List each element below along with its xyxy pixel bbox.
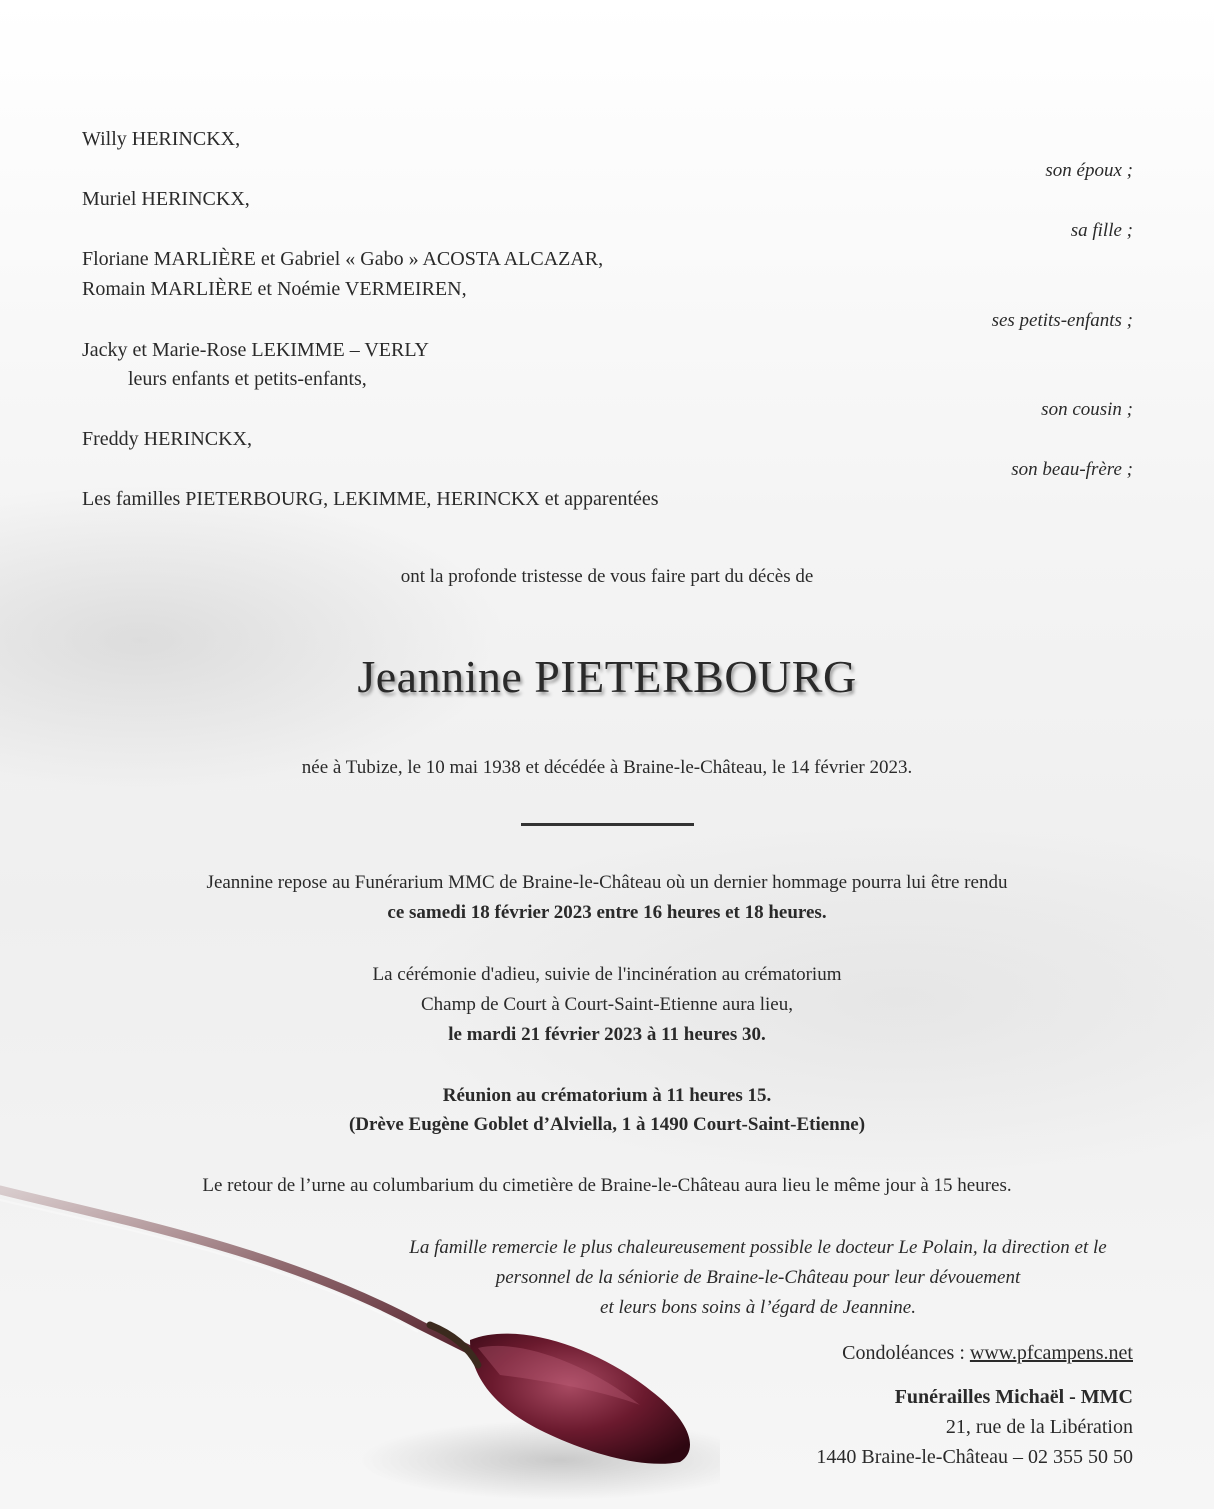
section-divider — [521, 823, 694, 826]
family-cousin-role: son cousin ; — [1041, 399, 1133, 420]
family-cousin-line1: Jacky et Marie-Rose LEKIMME – VERLY — [82, 339, 430, 361]
visitation-line2: ce samedi 18 février 2023 entre 16 heures et 18 heures. — [387, 902, 827, 923]
condolences-label: Condoléances : — [842, 1342, 970, 1364]
family-brother-in-law: Freddy HERINCKX, — [82, 428, 252, 450]
family-husband-role: son époux ; — [1045, 160, 1133, 181]
family-brother-in-law-role: son beau-frère ; — [1011, 459, 1133, 480]
ceremony-line3: le mardi 21 février 2023 à 11 heures 30. — [448, 1024, 766, 1045]
thanks-line2: personnel de la séniorie de Braine-le-Château pour leur dévouement — [495, 1267, 1021, 1288]
family-families: Les familles PIETERBOURG, LEKIMME, HERINCKX et apparentées — [82, 488, 659, 510]
visitation-line1: Jeannine repose au Funérarium MMC de Braine-le-Château où un dernier hommage pourra lui être rendu — [206, 872, 1008, 893]
family-grandchildren-role: ses petits-enfants ; — [991, 310, 1133, 331]
urn-text: Le retour de l’urne au columbarium du cimetière de Braine-le-Château aura lieu le même jour à 15 heures. — [202, 1175, 1012, 1196]
family-grandchildren-line1: Floriane MARLIÈRE et Gabriel « Gabo » ACOSTA ALCAZAR, — [82, 248, 604, 270]
funeral-home-city-phone: 1440 Braine-le-Château – 02 355 50 50 — [816, 1446, 1133, 1468]
funeral-home-name: Funérailles Michaël - MMC — [894, 1386, 1133, 1408]
ceremony-line1: La cérémonie d'adieu, suivie de l'incinération au crématorium — [372, 964, 842, 985]
meeting-line2: (Drève Eugène Goblet d’Alviella, 1 à 1490 Court-Saint-Etienne) — [348, 1114, 866, 1135]
calla-lily-illustration — [0, 1150, 720, 1509]
family-cousin-line2: leurs enfants et petits-enfants, — [128, 368, 367, 390]
family-grandchildren-line2: Romain MARLIÈRE et Noémie VERMEIREN, — [82, 278, 467, 300]
meeting-line1: Réunion au crématorium à 11 heures 15. — [442, 1085, 772, 1106]
thanks-block — [380, 1233, 1136, 1323]
condolences-link[interactable]: www.pfcampens.net — [969, 1342, 1133, 1364]
ceremony-line2: Champ de Court à Court-Saint-Etienne aura lieu, — [421, 994, 793, 1015]
family-husband: Willy HERINCKX, — [82, 128, 241, 150]
family-daughter: Muriel HERINCKX, — [82, 188, 250, 210]
thanks-line3: et leurs bons soins à l’égard de Jeannine. — [600, 1297, 916, 1318]
announcement-text: ont la profonde tristesse de vous faire part du décès de — [400, 566, 814, 587]
funeral-home-address: 21, rue de la Libération — [945, 1416, 1133, 1438]
deceased-name: Jeannine PIETERBOURG — [357, 651, 857, 702]
family-daughter-role: sa fille ; — [1070, 220, 1133, 241]
thanks-line1: La famille remercie le plus chaleureusement possible le docteur Le Polain, la direction et le — [409, 1237, 1107, 1258]
condolences — [842, 1342, 1133, 1365]
birth-death-text: née à Tubize, le 10 mai 1938 et décédée à Braine-le-Château, le 14 février 2023. — [301, 757, 913, 778]
